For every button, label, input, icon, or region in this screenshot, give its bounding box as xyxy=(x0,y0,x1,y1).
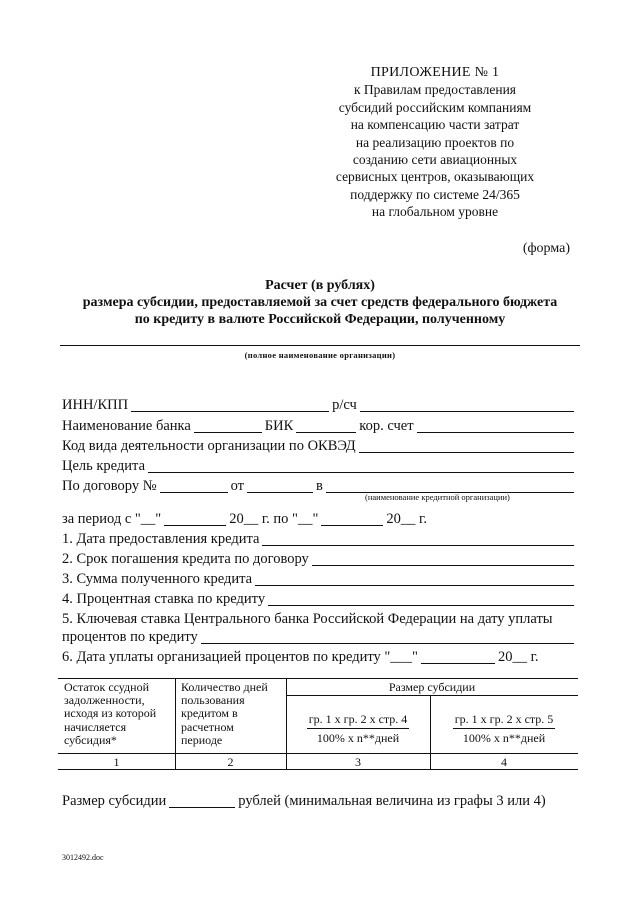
contract-bank-blank[interactable] xyxy=(326,478,574,493)
item-3-label: 3. Сумма полученного кредита xyxy=(62,571,253,587)
title-line-3: по кредиту в валюте Российской Федерации, полученному xyxy=(134,312,506,327)
col2-header-line: периоде xyxy=(181,732,223,747)
appendix-header xyxy=(300,64,570,221)
organization-caption: (полное наименование организации) xyxy=(244,350,396,360)
appendix-line: сервисных центров, оказывающих xyxy=(335,169,535,185)
row-item-1 xyxy=(62,528,574,548)
bik-blank[interactable] xyxy=(296,418,356,433)
contract-date-blank[interactable] xyxy=(247,478,313,493)
item-4-label: 4. Процентная ставка по кредиту xyxy=(62,591,266,607)
row-item-5b xyxy=(62,626,574,646)
col4-formula xyxy=(430,712,578,746)
okved-label: Код вида деятельности организации по ОКВЭД xyxy=(62,438,356,454)
period-end-year-label: 20__ г. xyxy=(386,511,427,527)
item-6-label: 6. Дата уплаты организацией процентов по кредиту "___" xyxy=(62,649,418,665)
item-1-blank[interactable] xyxy=(262,531,574,546)
ks-label: кор. счет xyxy=(359,418,414,434)
contract-number-blank[interactable] xyxy=(160,478,228,493)
appendix-line: поддержку по системе 24/365 xyxy=(350,186,520,202)
period-start-label: за период с "__" xyxy=(62,511,162,527)
appendix-line: на глобальном уровне xyxy=(371,204,499,220)
col-number-1: 1 xyxy=(113,755,120,769)
appendix-line: субсидий российским компаниям xyxy=(338,99,532,115)
goal-label: Цель кредита xyxy=(62,458,146,474)
item-6-month-blank[interactable] xyxy=(421,649,495,664)
item-1-label: 1. Дата предоставления кредита xyxy=(62,531,260,547)
col1-header-line: Остаток ссудной xyxy=(64,680,150,694)
ks-blank[interactable] xyxy=(417,418,574,433)
result-prefix: Размер субсидии xyxy=(62,793,167,809)
contract-v-label: в xyxy=(315,478,323,494)
okved-blank[interactable] xyxy=(359,438,574,453)
result-suffix: рублей (минимальная величина из графы 3 или 4) xyxy=(238,793,546,809)
group-header: Размер субсидии xyxy=(388,680,476,694)
row-item-6 xyxy=(62,646,574,666)
col3-formula xyxy=(286,712,430,746)
period-start-month-blank[interactable] xyxy=(164,511,226,526)
appendix-line: на компенсацию части затрат xyxy=(350,117,520,133)
bank-label: Наименование банка xyxy=(62,418,191,434)
col3-numerator: гр. 1 х гр. 2 х стр. 4 xyxy=(307,712,410,729)
title-line-2: размера субсидии, предоставляемой за счет средств федерального бюджета xyxy=(82,295,558,310)
contract-label: По договору № xyxy=(62,478,157,494)
result-amount-blank[interactable] xyxy=(169,793,235,808)
appendix-line: созданию сети авиационных xyxy=(352,152,518,168)
col1-header xyxy=(64,681,156,747)
col3-denominator: 100% х n**дней xyxy=(316,731,400,745)
col2-header-line: пользования xyxy=(181,693,245,708)
row-inn xyxy=(62,394,574,414)
appendix-line: на реализацию проектов по xyxy=(355,134,515,150)
item-6-year-label: 20__ г. xyxy=(497,649,539,665)
form-label: (форма) xyxy=(522,241,570,256)
period-end-month-blank[interactable] xyxy=(321,511,383,526)
col4-denominator: 100% х n**дней xyxy=(462,731,546,745)
item-3-blank[interactable] xyxy=(255,571,574,586)
item-2-label: 2. Срок погашения кредита по договору xyxy=(62,551,309,567)
row-bank xyxy=(62,415,574,435)
contract-ot-label: от xyxy=(230,478,244,494)
row-okved xyxy=(62,435,574,455)
table-group-divider xyxy=(286,695,578,696)
col-number-2: 2 xyxy=(227,755,234,769)
rs-blank[interactable] xyxy=(360,397,574,412)
row-period xyxy=(62,508,574,528)
row-item-4 xyxy=(62,588,574,608)
col1-header-line: задолженности, xyxy=(64,693,145,708)
subsidy-table xyxy=(58,678,578,772)
footer-filename: 3012492.doc xyxy=(62,853,104,862)
col2-header-line: Количество дней xyxy=(181,680,268,694)
period-end-label: 20__ г. по "__" xyxy=(229,511,319,527)
rs-label: р/сч xyxy=(332,397,357,413)
appendix-line: к Правилам предоставления xyxy=(353,82,517,98)
goal-blank[interactable] xyxy=(148,458,574,473)
item-5-label: 5. Ключевая ставка Центрального банка Российской Федерации на дату уплаты xyxy=(62,611,553,627)
appendix-line: ПРИЛОЖЕНИЕ № 1 xyxy=(370,65,500,80)
row-goal xyxy=(62,455,574,475)
organization-name-line[interactable] xyxy=(60,345,580,346)
title-line-1: Расчет (в рублях) xyxy=(265,278,375,293)
row-item-3 xyxy=(62,568,574,588)
bank-blank[interactable] xyxy=(194,418,262,433)
result-row xyxy=(62,793,582,810)
row-item-2 xyxy=(62,548,574,568)
col-number-3: 3 xyxy=(355,755,361,769)
col4-numerator: гр. 1 х гр. 2 х стр. 5 xyxy=(453,712,556,729)
inn-blank[interactable] xyxy=(131,397,329,412)
inn-label: ИНН/КПП xyxy=(62,397,129,413)
item-5-blank[interactable] xyxy=(201,629,574,644)
col2-header-line: кредитом в xyxy=(181,706,238,721)
bank-caption: (наименование кредитной организации) xyxy=(365,492,510,502)
item-5-label-cont: процентов по кредиту xyxy=(62,629,198,645)
col2-header-line: расчетном xyxy=(181,719,234,734)
bik-label: БИК xyxy=(264,418,294,434)
col2-header xyxy=(181,681,268,747)
row-item-5a xyxy=(62,608,574,628)
document-title xyxy=(60,277,580,328)
item-4-blank[interactable] xyxy=(268,591,574,606)
table-top-border xyxy=(58,678,578,679)
item-2-blank[interactable] xyxy=(312,551,574,566)
col1-header-line: исходя из которой xyxy=(64,706,157,721)
col-number-4: 4 xyxy=(501,755,507,769)
table-header-bottom-border xyxy=(58,753,578,754)
col1-header-line: начисляется xyxy=(64,719,127,734)
col1-header-line: субсидия* xyxy=(64,732,117,747)
